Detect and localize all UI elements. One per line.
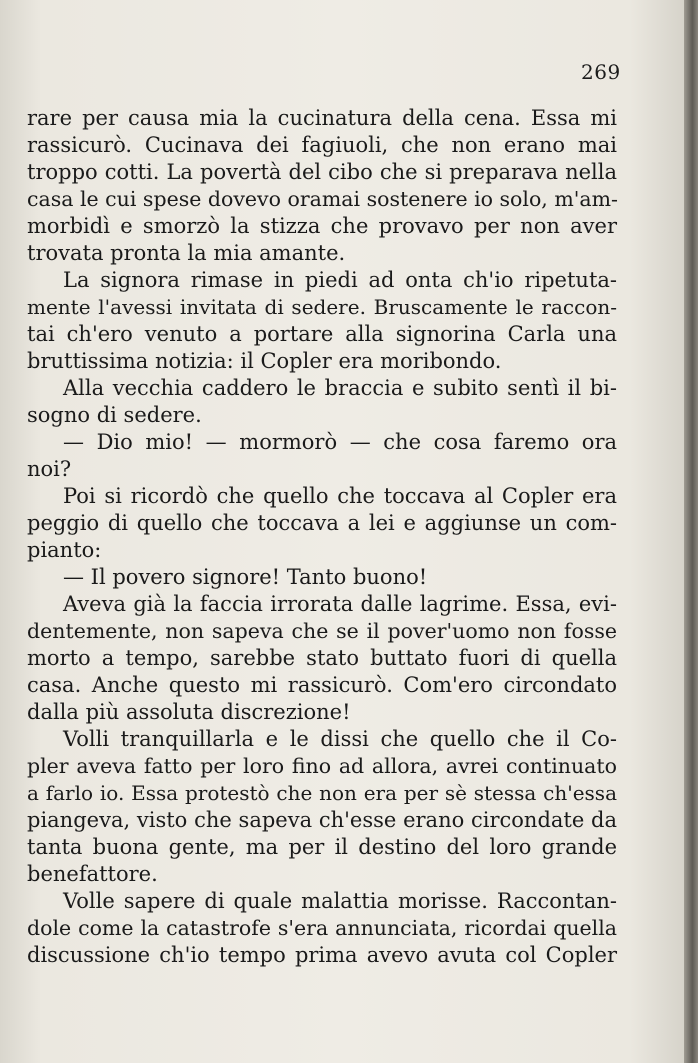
text-line: Poi si ricordò che quello che toccava al Copler era bbox=[63, 484, 617, 508]
text-line: trovata pronta la mia amante. bbox=[27, 241, 346, 265]
text-line: morto a tempo, sarebbe stato buttato fuori di quella bbox=[27, 646, 617, 670]
text-line: peggio di quello che toccava a lei e aggiunse un com- bbox=[27, 511, 617, 535]
text-line: pler aveva fatto per loro fino ad allora, avrei continuato bbox=[27, 754, 617, 778]
text-line: Aveva già la faccia irrorata dalle lagrime. Essa, evi- bbox=[63, 592, 617, 616]
text-line: bruttissima notizia: il Copler era moribondo. bbox=[27, 349, 502, 373]
text-line: dole come la catastrofe s'era annunciata, ricordai quella bbox=[27, 916, 617, 940]
page-edge-shadow bbox=[684, 0, 698, 1063]
text-line: rassicurò. Cucinava dei fagiuoli, che non erano mai bbox=[27, 133, 617, 157]
text-line: mente l'avessi invitata di sedere. Bruscamente le raccon- bbox=[27, 295, 617, 319]
text-line: — Dio mio! — mormorò — che cosa faremo ora bbox=[63, 430, 617, 454]
text-line: sogno di sedere. bbox=[27, 403, 202, 427]
text-line: troppo cotti. La povertà del cibo che si preparava nella bbox=[27, 160, 617, 184]
text-line: noi? bbox=[27, 457, 72, 481]
text-line: dalla più assoluta discrezione! bbox=[27, 700, 351, 724]
text-line: tanta buona gente, ma per il destino del loro grande bbox=[27, 835, 617, 859]
text-line: casa le cui spese dovevo oramai sostenere io solo, m'am- bbox=[27, 187, 618, 211]
text-line: rare per causa mia la cucinatura della cena. Essa mi bbox=[27, 106, 617, 130]
text-line: a farlo io. Essa protestò che non era per sè stessa ch'essa bbox=[27, 781, 617, 805]
text-line: benefattore. bbox=[27, 862, 158, 886]
page-number: 269 bbox=[581, 60, 621, 84]
page-text bbox=[27, 105, 617, 969]
text-line: piangeva, visto che sapeva ch'esse erano circondate da bbox=[27, 808, 617, 832]
text-line: Volli tranquillarla e le dissi che quello che il Co- bbox=[63, 727, 617, 751]
text-line: — Il povero signore! Tanto buono! bbox=[63, 565, 428, 589]
text-line: dentemente, non sapeva che se il pover'uomo non fosse bbox=[27, 619, 617, 643]
text-line: discussione ch'io tempo prima avevo avuta col Copler bbox=[27, 943, 617, 967]
text-line: casa. Anche questo mi rassicurò. Com'ero circondato bbox=[27, 673, 617, 697]
text-line: morbidì e smorzò la stizza che provavo per non aver bbox=[27, 214, 617, 238]
text-line: Volle sapere di quale malattia morisse. Raccontan- bbox=[63, 889, 617, 913]
text-line: pianto: bbox=[27, 538, 102, 562]
text-line: tai ch'ero venuto a portare alla signorina Carla una bbox=[27, 322, 617, 346]
text-line: Alla vecchia caddero le braccia e subito sentì il bi- bbox=[63, 376, 617, 400]
text-line: La signora rimase in piedi ad onta ch'io ripetuta- bbox=[63, 268, 617, 292]
